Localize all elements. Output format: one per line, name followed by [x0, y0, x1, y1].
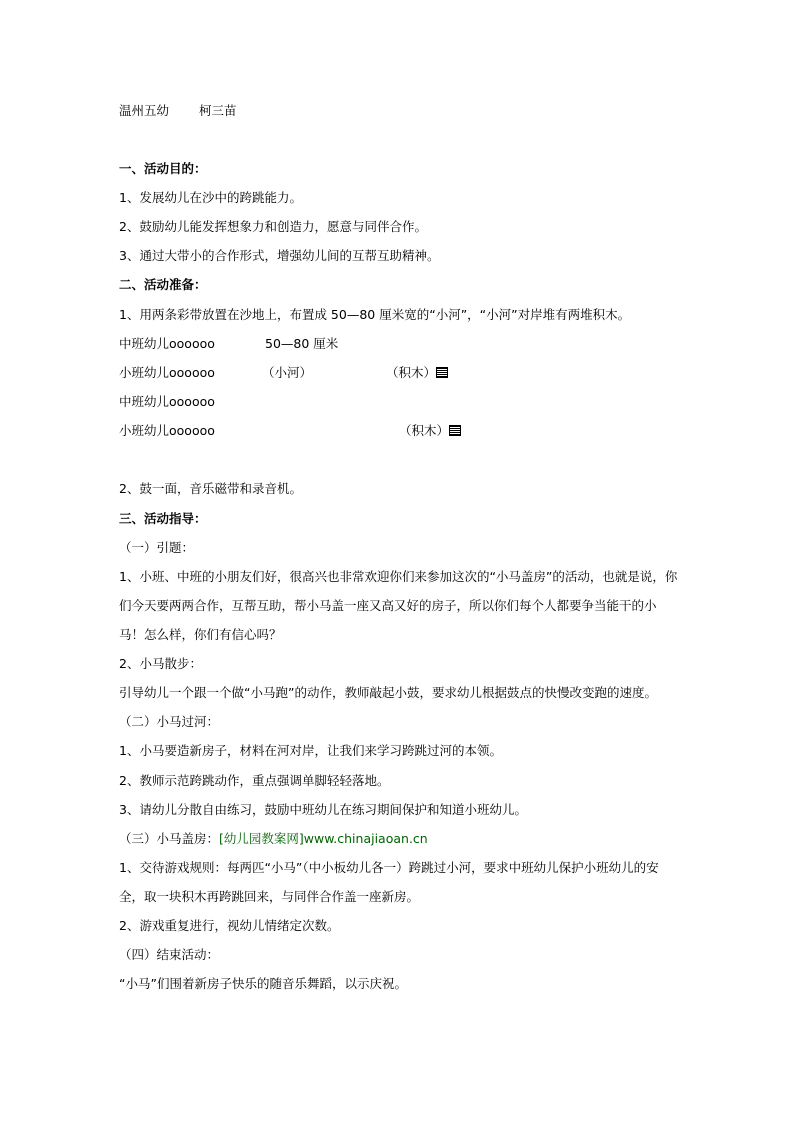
paragraph: 1、交待游戏规则：每两匹“小马”（中小板幼儿各一）跨跳过小河，要求中班幼儿保护小班幼儿的安全，取一块积木再跨跳回来，与同伴合作盖一座新房。 [119, 860, 659, 904]
paragraph: 2、游戏重复进行，视幼儿情绪定次数。 [119, 918, 340, 933]
diagram-blocks-label [399, 422, 461, 440]
diagram-blocks-label [386, 364, 448, 382]
source-link[interactable]: [幼儿园教案网]www.chinajiaoan.cn [219, 831, 428, 846]
diagram-row-label: 小班幼儿oooooo [119, 365, 215, 380]
blocks-text: （积木） [386, 365, 437, 380]
section-2-item: 2、鼓一面，音乐磁带和录音机。 [119, 481, 302, 496]
section-1-item: 2、鼓励幼儿能发挥想象力和创造力，愿意与同伴合作。 [119, 219, 427, 234]
header-line [119, 102, 237, 120]
section-2-item: 1、用两条彩带放置在沙地上，布置成 50—80 厘米宽的“小河”，“小河”对岸堆有两堆积木。 [119, 307, 631, 322]
author-name: 柯三苗 [199, 103, 237, 118]
diagram-row-label: 中班幼儿oooooo [119, 394, 215, 409]
section-1-item: 1、发展幼儿在沙中的跨跳能力。 [119, 190, 302, 205]
blocks-text: （积木） [399, 423, 450, 438]
paragraph: 1、小班、中班的小朋友们好，很高兴也非常欢迎你们来参加这次的“小马盖房”的活动，也就是说，你们今天要两两合作，互帮互助，帮小马盖一座又高又好的房子，所以你们每个人都要争当能干的小马！怎么样，你们有信心吗？ [119, 569, 678, 642]
school-name: 温州五幼 [119, 103, 170, 118]
section-3-title: 三、活动指导： [119, 511, 207, 526]
diagram-width-label: 50—80 厘米 [265, 336, 339, 351]
paragraph: 3、请幼儿分散自由练习，鼓励中班幼儿在练习期间保护和知道小班幼儿。 [119, 802, 527, 817]
paragraph: 1、小马要造新房子，材料在河对岸，让我们来学习跨跳过河的本领。 [119, 743, 502, 758]
subsection-title: （四）结束活动： [119, 947, 220, 962]
section-2-title: 二、活动准备： [119, 277, 207, 292]
diagram-row-label: 中班幼儿oooooo [119, 336, 215, 351]
subsection-title: （三）小马盖房： [119, 831, 220, 846]
paragraph: “小马”们围着新房子快乐的随音乐舞蹈，以示庆祝。 [119, 976, 407, 991]
paragraph: 2、教师示范跨跳动作，重点强调单脚轻轻落地。 [119, 773, 390, 788]
subsection-title: （一）引题： [119, 540, 195, 555]
subsection-title: （二）小马过河： [119, 714, 220, 729]
diagram-river-label: （小河） [262, 365, 313, 380]
subsection-title-line [119, 830, 428, 848]
section-1-item: 3、通过大带小的合作形式，增强幼儿间的互帮互助精神。 [119, 248, 440, 263]
paragraph: 2、小马散步： [119, 656, 202, 671]
paragraph: 引导幼儿一个跟一个做“小马跑”的动作，教师敲起小鼓，要求幼儿根据鼓点的快慢改变跑的速度。 [119, 685, 657, 700]
diagram-row-label: 小班幼儿oooooo [119, 423, 215, 438]
section-1-title: 一、活动目的： [119, 161, 207, 176]
blocks-icon [436, 367, 448, 378]
blocks-icon [449, 425, 461, 436]
